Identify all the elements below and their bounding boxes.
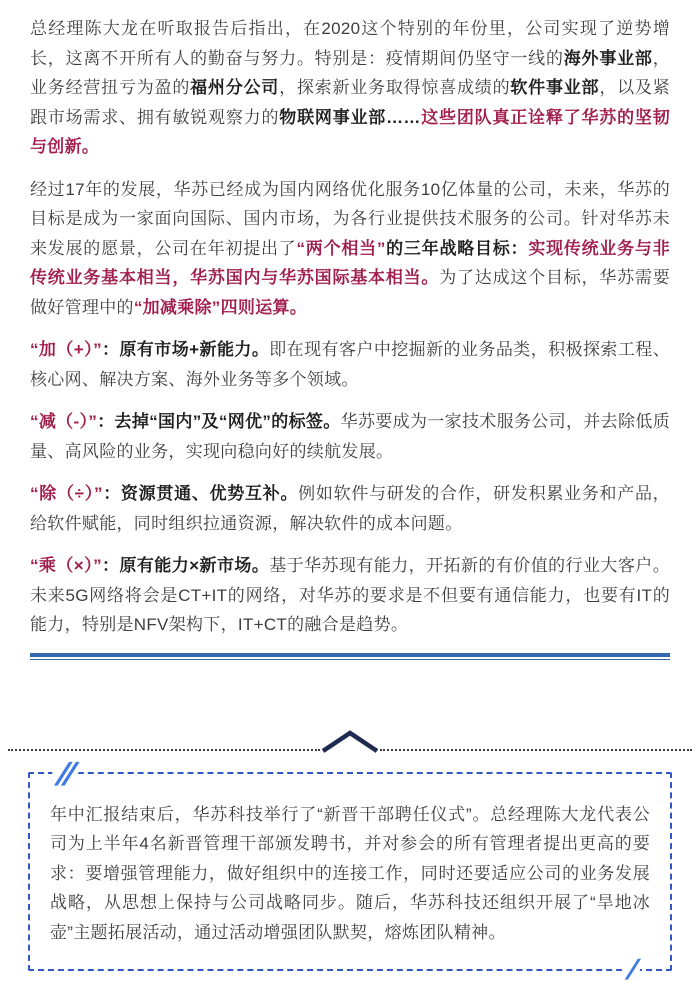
text-segment: ，探索新业务取得惊喜成绩的	[279, 78, 511, 97]
text-segment: ：原有能力×新市场。	[101, 556, 270, 575]
text-segment: 例如软件与研发的合作，研发积累业务和产品，给软件赋能，同时组织拉通资源，解决软件的成本问题。	[30, 484, 670, 533]
text-segment: 经过17年的发展，华苏已经成为国内网络优化服务10亿体量的公司，未来，华苏的目标是成为一家面向国际、国内市场，为各行业提供技术服务的公司。针对华苏未来发展的愿景，公司在年初提出了	[30, 179, 670, 258]
text-segment-highlight: 这些团队真正诠释了华苏的坚韧与创新。	[30, 107, 670, 156]
paragraph-multiply	[30, 551, 670, 640]
chevron-up-icon	[321, 730, 379, 753]
text-segment: ：原有市场+新能力。	[101, 340, 270, 359]
text-segment: 软件事业部	[510, 78, 600, 97]
text-segment: 的三年战略目标：	[385, 238, 529, 258]
text-segment: 华苏要成为一家技术服务公司，并去除低质量、高风险的业务，实现向稳向好的续航发展。	[30, 412, 670, 461]
paragraph-divide	[30, 479, 670, 538]
paragraph-strategy	[30, 175, 670, 323]
dotted-separator	[0, 728, 700, 752]
text-segment: ：去掉“国内”及“网优”的标签。	[97, 412, 341, 431]
double-slash-icon: //	[48, 758, 82, 790]
term-subtract: “减（-）”	[30, 412, 98, 431]
term-add: “加（+）”	[30, 340, 102, 359]
text-segment: ：资源贯通、优势互补。	[102, 484, 299, 503]
term-divide: “除（÷）”	[30, 484, 103, 503]
text-segment-highlight: “两个相当”	[296, 238, 386, 258]
text-segment: ，业务经营扭亏为盈的	[30, 48, 671, 97]
text-segment-highlight: 实现传统业务与非传统业务基本相当，华苏国内与华苏国际基本相当。	[30, 238, 670, 287]
text-segment: ，以及紧跟市场需求、拥有敏锐观察力的	[30, 78, 671, 127]
paragraph-add	[30, 335, 670, 394]
term-multiply: “乘（×）”	[30, 556, 102, 575]
divider-thin-line	[30, 659, 670, 660]
quote-box	[28, 755, 672, 985]
quote-box-text: 年中汇报结束后，华苏科技举行了“新晋干部聘任仪式”。总经理陈大龙代表公司为上半年4名新晋管理干部颁发聘书，并对参会的所有管理者提出更高的要求：要增强管理能力，做好组织中的连接工作，同时还要适应公司的业务发展战略，从思想上保持与公司战略同步。随后，华苏科技还组织开展了“旱地冰壶”主题拓展活动，通过活动增强团队默契，熔炼团队精神。	[50, 804, 650, 942]
text-segment: 物联网事业部……	[279, 107, 421, 127]
slash-icon: /	[619, 956, 644, 984]
text-segment-highlight: “加减乘除”四则运算。	[133, 297, 308, 317]
paragraph-subtract	[30, 407, 670, 466]
text-segment: 海外事业部	[563, 48, 653, 68]
dotted-line	[380, 749, 692, 751]
dotted-line	[8, 749, 320, 751]
blue-double-divider	[30, 653, 670, 660]
text-segment: 总经理陈大龙在听取报告后指出，在2020这个特别的年份里，公司实现了逆势增长，这离不开所有人的勤奋与努力。特别是：疫情期间仍坚守一线的	[30, 19, 670, 68]
text-segment: 为了达成这个目标，华苏需要做好管理中的	[30, 268, 670, 317]
text-segment: 即在现有客户中挖掘新的业务品类，积极探索工程、核心网、解决方案、海外业务等多个领域。	[30, 340, 670, 389]
text-segment: 基于华苏现有能力，开拓新的有价值的行业大客户。未来5G网络将会是CT+IT的网络，对华苏的要求是不但要有通信能力，也要有IT的能力，特别是NFV架构下，IT+CT的融合是趋势。	[30, 556, 670, 634]
text-segment: 福州分公司	[190, 78, 280, 97]
paragraph-intro	[30, 14, 670, 162]
